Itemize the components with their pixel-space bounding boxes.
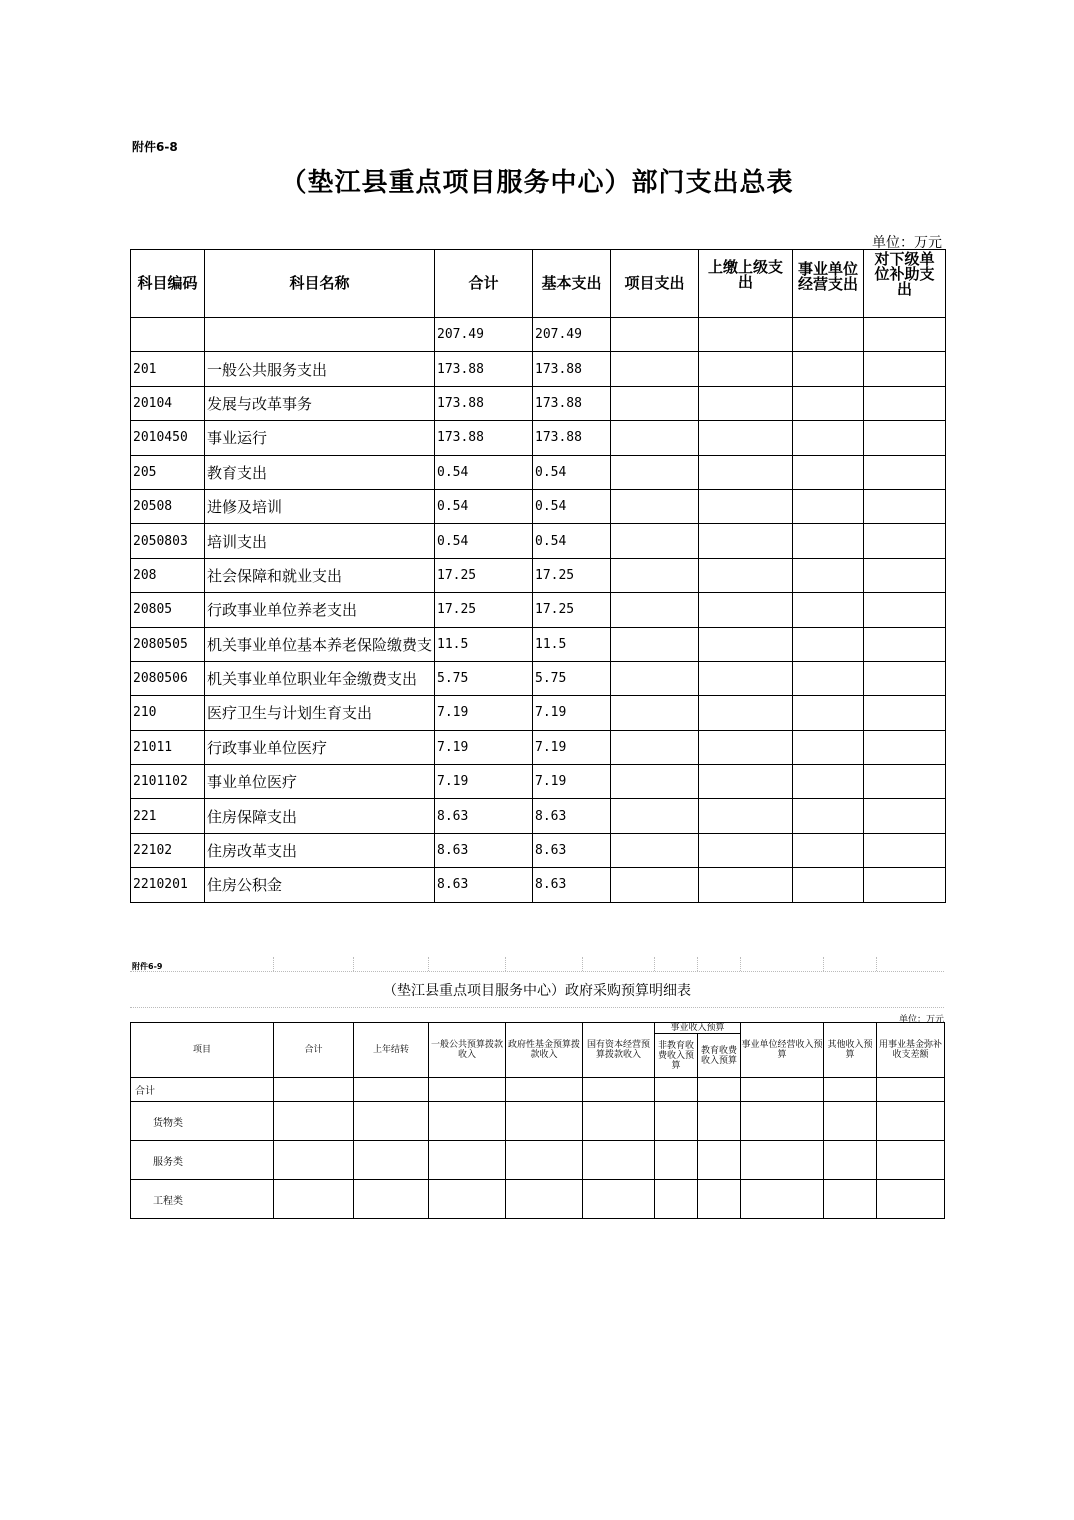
row-name: 住房保障支出 <box>205 799 435 833</box>
procurement-row <box>131 1078 945 1102</box>
row-subsidy <box>864 421 946 455</box>
row-subsidy <box>864 386 946 420</box>
row-name: 住房公积金 <box>205 868 435 902</box>
row-upper <box>699 352 793 386</box>
row-upper <box>699 627 793 661</box>
row-project <box>611 318 699 352</box>
row-name: 进修及培训 <box>205 489 435 523</box>
row-code: 2080506 <box>131 661 205 695</box>
row-basic: 207.49 <box>533 318 611 352</box>
header-state-capital: 国有资本经营预算拨款收入 <box>583 1023 655 1078</box>
procurement-cell <box>877 1102 945 1141</box>
row-subsidy <box>864 730 946 764</box>
row-project <box>611 352 699 386</box>
row-code: 2210201 <box>131 868 205 902</box>
row-upper <box>699 730 793 764</box>
row-basic: 7.19 <box>533 730 611 764</box>
procurement-cell <box>274 1102 354 1141</box>
row-basic: 8.63 <box>533 868 611 902</box>
row-basic: 5.75 <box>533 661 611 695</box>
table-row <box>131 386 946 420</box>
header-project: 项目支出 <box>611 250 699 318</box>
row-name: 机关事业单位职业年金缴费支出 <box>205 661 435 695</box>
attachment-label: 附件6-8 <box>132 140 178 154</box>
row-project <box>611 421 699 455</box>
row-project <box>611 868 699 902</box>
procurement-cell <box>583 1102 655 1141</box>
row-upper <box>699 593 793 627</box>
row-project <box>611 489 699 523</box>
row-upper <box>699 524 793 558</box>
header-total: 合计 <box>274 1023 354 1078</box>
row-operating <box>793 696 864 730</box>
row-upper <box>699 696 793 730</box>
row-subsidy <box>864 627 946 661</box>
procurement-cell <box>354 1102 429 1141</box>
row-code: 205 <box>131 455 205 489</box>
row-total: 7.19 <box>435 696 533 730</box>
procurement-cell <box>274 1180 354 1219</box>
table-row <box>131 833 946 867</box>
header-code: 科目编码 <box>131 250 205 318</box>
row-basic: 8.63 <box>533 833 611 867</box>
row-total: 0.54 <box>435 455 533 489</box>
row-code: 208 <box>131 558 205 592</box>
row-name: 教育支出 <box>205 455 435 489</box>
row-basic: 7.19 <box>533 696 611 730</box>
table-row <box>131 489 946 523</box>
row-name: 培训支出 <box>205 524 435 558</box>
row-subsidy <box>864 558 946 592</box>
row-code: 20508 <box>131 489 205 523</box>
row-code: 2010450 <box>131 421 205 455</box>
procurement-cell <box>824 1180 877 1219</box>
procurement-row-label: 工程类 <box>131 1180 274 1219</box>
procurement-cell <box>583 1180 655 1219</box>
unit-label-2: 单位：万元 <box>898 1015 944 1025</box>
row-total: 0.54 <box>435 524 533 558</box>
row-basic: 0.54 <box>533 489 611 523</box>
row-upper <box>699 833 793 867</box>
procurement-cell <box>877 1078 945 1102</box>
row-operating <box>793 833 864 867</box>
row-upper <box>699 489 793 523</box>
row-code: 20805 <box>131 593 205 627</box>
procurement-cell <box>698 1141 741 1180</box>
header-fund-offset: 用事业基金弥补收支差额 <box>877 1023 945 1078</box>
procurement-cell <box>583 1078 655 1102</box>
row-operating <box>793 318 864 352</box>
row-code: 201 <box>131 352 205 386</box>
table-row <box>131 558 946 592</box>
row-operating <box>793 524 864 558</box>
header-total: 合计 <box>435 250 533 318</box>
row-upper <box>699 765 793 799</box>
row-code: 22102 <box>131 833 205 867</box>
row-name: 发展与改革事务 <box>205 386 435 420</box>
row-upper <box>699 386 793 420</box>
row-total: 207.49 <box>435 318 533 352</box>
row-name: 社会保障和就业支出 <box>205 558 435 592</box>
row-total: 8.63 <box>435 799 533 833</box>
procurement-cell <box>583 1141 655 1180</box>
row-total: 17.25 <box>435 593 533 627</box>
row-code: 2101102 <box>131 765 205 799</box>
procurement-cell <box>655 1078 698 1102</box>
row-total: 7.19 <box>435 765 533 799</box>
header-business-group: 事业收入预算 <box>655 1023 741 1034</box>
procurement-cell <box>429 1180 506 1219</box>
procurement-cell <box>354 1180 429 1219</box>
row-project <box>611 386 699 420</box>
table-row <box>131 696 946 730</box>
row-basic: 7.19 <box>533 765 611 799</box>
row-project <box>611 661 699 695</box>
procurement-cell <box>824 1078 877 1102</box>
procurement-cell <box>741 1180 824 1219</box>
procurement-cell <box>274 1078 354 1102</box>
table-row <box>131 455 946 489</box>
header-edu: 教育收费收入预算 <box>698 1034 741 1078</box>
row-total: 11.5 <box>435 627 533 661</box>
header-upper: 上缴上级支出 <box>699 250 793 318</box>
procurement-row <box>131 1141 945 1180</box>
procurement-cell <box>824 1141 877 1180</box>
procurement-row-label: 货物类 <box>131 1102 274 1141</box>
table-row <box>131 421 946 455</box>
row-name: 机关事业单位基本养老保险缴费支 <box>205 627 435 661</box>
row-upper <box>699 661 793 695</box>
row-upper <box>699 868 793 902</box>
row-total: 173.88 <box>435 352 533 386</box>
row-upper <box>699 421 793 455</box>
table-row <box>131 868 946 902</box>
row-upper <box>699 558 793 592</box>
procurement-cell <box>655 1180 698 1219</box>
row-operating <box>793 593 864 627</box>
procurement-cell <box>354 1141 429 1180</box>
row-project <box>611 627 699 661</box>
table-row <box>131 730 946 764</box>
row-project <box>611 696 699 730</box>
table-row <box>131 318 946 352</box>
row-total: 5.75 <box>435 661 533 695</box>
row-operating <box>793 386 864 420</box>
table-row <box>131 352 946 386</box>
procurement-cell <box>429 1141 506 1180</box>
procurement-row-label: 服务类 <box>131 1141 274 1180</box>
table-row <box>131 661 946 695</box>
row-name: 行政事业单位养老支出 <box>205 593 435 627</box>
header-fund: 政府性基金预算拨款收入 <box>506 1023 583 1078</box>
row-basic: 17.25 <box>533 558 611 592</box>
table-row <box>131 593 946 627</box>
row-project <box>611 799 699 833</box>
table-header-row <box>131 250 946 318</box>
row-code: 221 <box>131 799 205 833</box>
row-operating <box>793 455 864 489</box>
procurement-row <box>131 1180 945 1219</box>
row-operating <box>793 730 864 764</box>
header-subsidy: 对下级单位补助支出 <box>864 250 946 318</box>
header-name: 科目名称 <box>205 250 435 318</box>
row-project <box>611 558 699 592</box>
header-general: 一般公共预算拨款收入 <box>429 1023 506 1078</box>
procurement-cell <box>354 1078 429 1102</box>
row-basic: 11.5 <box>533 627 611 661</box>
row-basic: 173.88 <box>533 386 611 420</box>
row-upper <box>699 799 793 833</box>
header-operating: 事业单位经营收入预算 <box>741 1023 824 1078</box>
row-total: 8.63 <box>435 868 533 902</box>
row-project <box>611 455 699 489</box>
row-subsidy <box>864 455 946 489</box>
procurement-title: （垫江县重点项目服务中心）政府采购预算明细表 <box>383 983 691 999</box>
row-code <box>131 318 205 352</box>
row-operating <box>793 799 864 833</box>
row-subsidy <box>864 489 946 523</box>
header-item: 项目 <box>131 1023 274 1078</box>
row-operating <box>793 352 864 386</box>
row-total: 8.63 <box>435 833 533 867</box>
row-operating <box>793 489 864 523</box>
row-total: 173.88 <box>435 421 533 455</box>
row-code: 2080505 <box>131 627 205 661</box>
procurement-cell <box>506 1141 583 1180</box>
row-basic: 0.54 <box>533 524 611 558</box>
procurement-table <box>130 1022 945 1219</box>
row-operating <box>793 765 864 799</box>
row-total: 0.54 <box>435 489 533 523</box>
row-project <box>611 524 699 558</box>
row-subsidy <box>864 799 946 833</box>
table-row <box>131 765 946 799</box>
header-non-edu: 非教育收费收入预算 <box>655 1034 698 1078</box>
procurement-cell <box>655 1102 698 1141</box>
row-subsidy <box>864 833 946 867</box>
row-project <box>611 730 699 764</box>
procurement-cell <box>877 1141 945 1180</box>
procurement-cell <box>698 1102 741 1141</box>
row-project <box>611 833 699 867</box>
row-subsidy <box>864 593 946 627</box>
row-total: 173.88 <box>435 386 533 420</box>
row-name: 医疗卫生与计划生育支出 <box>205 696 435 730</box>
procurement-cell <box>741 1102 824 1141</box>
row-project <box>611 765 699 799</box>
procurement-cell <box>698 1180 741 1219</box>
row-subsidy <box>864 661 946 695</box>
row-operating <box>793 661 864 695</box>
unit-label: 单位：万元 <box>872 235 942 251</box>
row-code: 2050803 <box>131 524 205 558</box>
row-name: 事业单位医疗 <box>205 765 435 799</box>
page-title: （垫江县重点项目服务中心）部门支出总表 <box>280 168 794 198</box>
row-name: 住房改革支出 <box>205 833 435 867</box>
table-row <box>131 524 946 558</box>
procurement-header-row-1 <box>131 1023 945 1034</box>
procurement-cell <box>655 1141 698 1180</box>
procurement-cell <box>506 1078 583 1102</box>
expenditure-table <box>130 249 946 903</box>
row-upper <box>699 455 793 489</box>
row-subsidy <box>864 868 946 902</box>
procurement-cell <box>877 1180 945 1219</box>
procurement-cell <box>429 1078 506 1102</box>
row-operating <box>793 558 864 592</box>
row-name: 事业运行 <box>205 421 435 455</box>
table-row <box>131 799 946 833</box>
attachment-label-2: 附件6-9 <box>132 962 163 971</box>
procurement-cell <box>824 1102 877 1141</box>
row-name: 行政事业单位医疗 <box>205 730 435 764</box>
row-subsidy <box>864 318 946 352</box>
header-carryover: 上年结转 <box>354 1023 429 1078</box>
header-operating: 事业单位经营支出 <box>793 250 864 318</box>
procurement-row-label: 合计 <box>131 1078 274 1102</box>
procurement-row <box>131 1102 945 1141</box>
procurement-cell <box>741 1078 824 1102</box>
row-operating <box>793 868 864 902</box>
row-total: 17.25 <box>435 558 533 592</box>
row-subsidy <box>864 524 946 558</box>
procurement-cell <box>429 1102 506 1141</box>
header-other: 其他收入预算 <box>824 1023 877 1078</box>
table-row <box>131 627 946 661</box>
header-basic: 基本支出 <box>533 250 611 318</box>
row-subsidy <box>864 352 946 386</box>
row-name <box>205 318 435 352</box>
procurement-cell <box>698 1078 741 1102</box>
row-basic: 0.54 <box>533 455 611 489</box>
row-subsidy <box>864 696 946 730</box>
row-code: 210 <box>131 696 205 730</box>
row-subsidy <box>864 765 946 799</box>
row-code: 20104 <box>131 386 205 420</box>
row-operating <box>793 421 864 455</box>
row-basic: 173.88 <box>533 352 611 386</box>
procurement-cell <box>274 1141 354 1180</box>
row-code: 21011 <box>131 730 205 764</box>
row-operating <box>793 627 864 661</box>
procurement-cell <box>741 1141 824 1180</box>
procurement-cell <box>506 1102 583 1141</box>
row-basic: 17.25 <box>533 593 611 627</box>
row-name: 一般公共服务支出 <box>205 352 435 386</box>
row-upper <box>699 318 793 352</box>
procurement-cell <box>506 1180 583 1219</box>
row-basic: 8.63 <box>533 799 611 833</box>
row-basic: 173.88 <box>533 421 611 455</box>
row-total: 7.19 <box>435 730 533 764</box>
row-project <box>611 593 699 627</box>
